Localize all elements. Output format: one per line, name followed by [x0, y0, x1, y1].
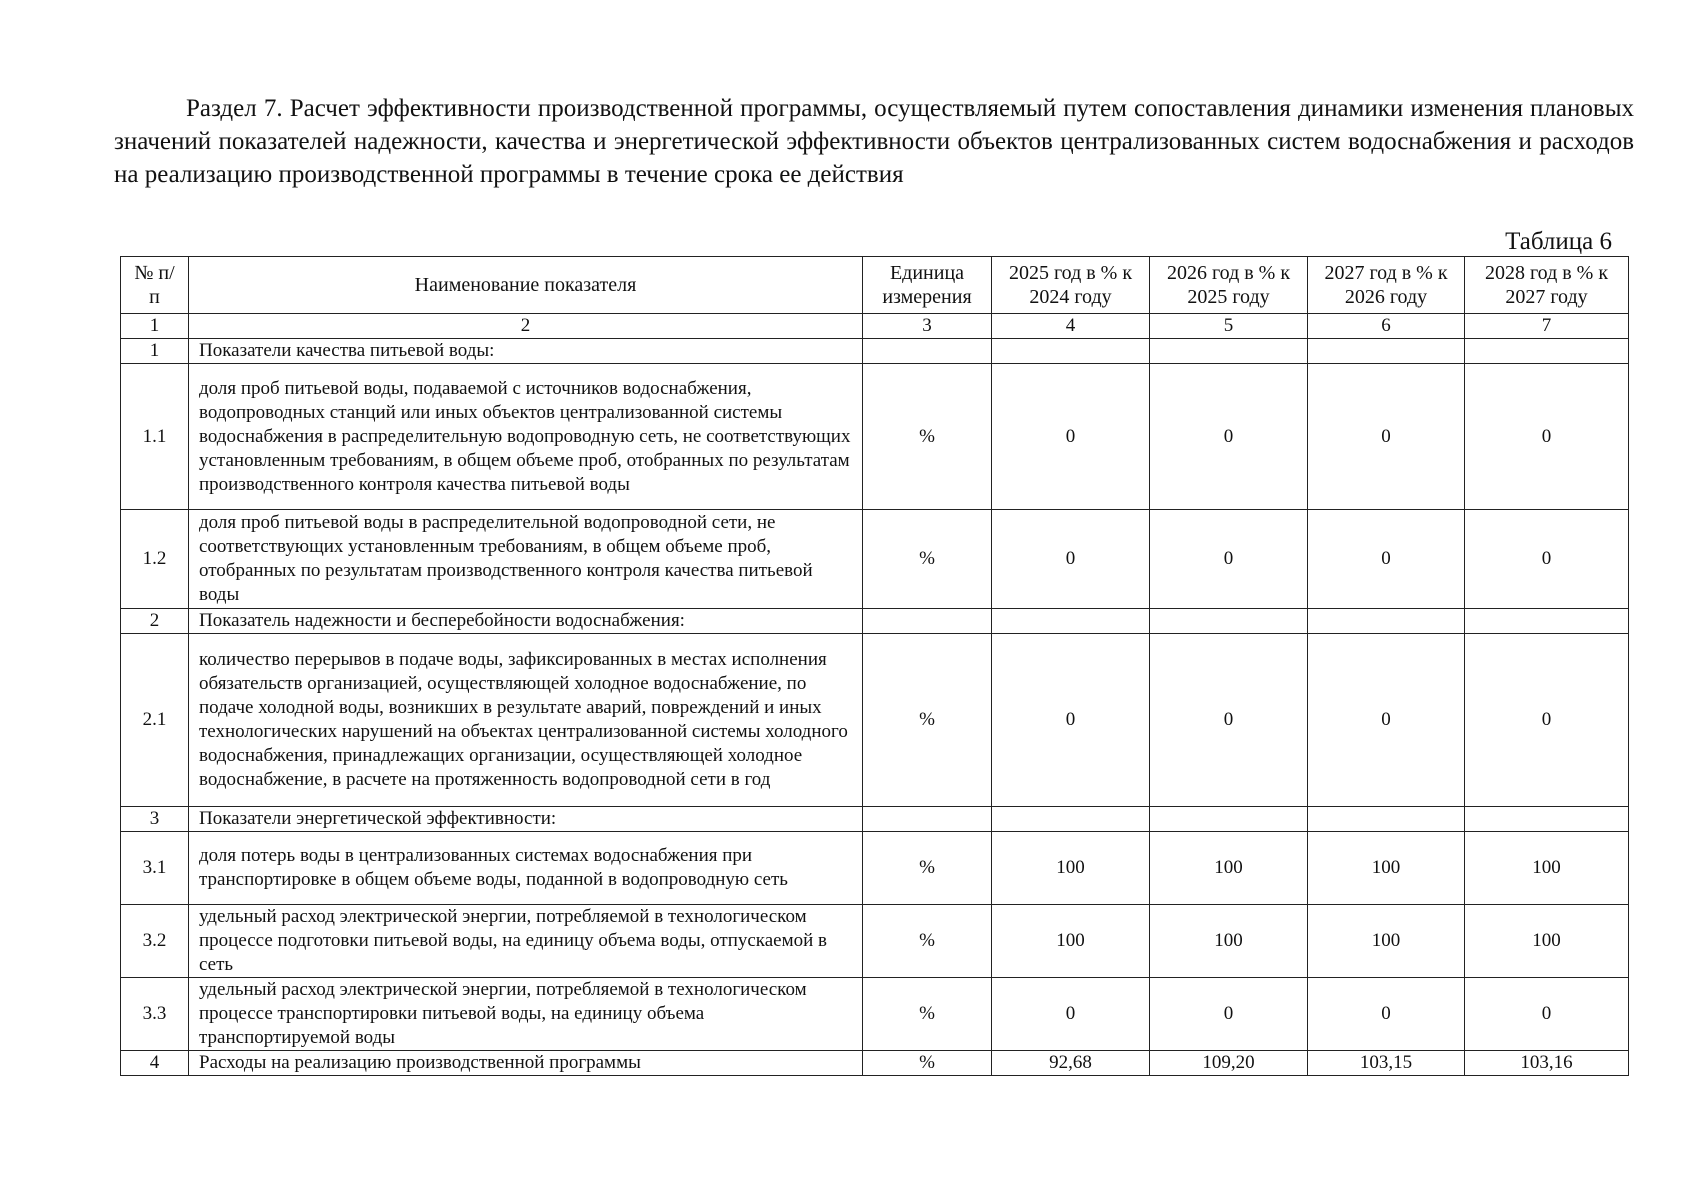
row-value-2027: 0: [1308, 978, 1465, 1051]
row-value-2027: 0: [1308, 364, 1465, 510]
row-name: доля потерь воды в централизованных системах водоснабжения при транспортировке в общем объеме воды, поданной в водопроводную сеть: [189, 832, 863, 905]
row-unit: %: [863, 364, 992, 510]
row-name: доля проб питьевой воды в распределительной водопроводной сети, не соответствующих установленным требованиям, в общем объеме проб, отобранных по результатам производственного контроля качества питьевой воды: [189, 510, 863, 609]
row-value-2025: 0: [992, 510, 1150, 609]
row-value-2026: 0: [1150, 510, 1308, 609]
column-number: 2: [189, 314, 863, 339]
row-value-2025: 0: [992, 978, 1150, 1051]
row-value-2026: 100: [1150, 832, 1308, 905]
row-value-2026: 109,20: [1150, 1051, 1308, 1076]
row-unit: [863, 609, 992, 634]
row-num: 3.1: [121, 832, 189, 905]
table-row: [121, 832, 1629, 905]
row-value-2025: [992, 807, 1150, 832]
row-value-2028: 0: [1465, 364, 1629, 510]
column-number: 7: [1465, 314, 1629, 339]
column-number: 6: [1308, 314, 1465, 339]
row-value-2026: [1150, 339, 1308, 364]
header-unit: Единица измерения: [863, 257, 992, 314]
row-value-2026: 100: [1150, 905, 1308, 978]
row-name: количество перерывов в подаче воды, зафиксированных в местах исполнения обязательств организацией, осуществляющей холодное водоснабжение, по подаче холодной воды, возникших в результате аварий, повреждений и иных технологических нарушений на объектах централизованной системы холодного водоснабжения, принадлежащих организации, осуществляющей холодное водоснабжение, в расчете на протяженность водопроводной сети в год: [189, 634, 863, 807]
row-unit: %: [863, 634, 992, 807]
row-unit: %: [863, 905, 992, 978]
row-value-2027: [1308, 609, 1465, 634]
header-2028: 2028 год в % к 2027 году: [1465, 257, 1629, 314]
table-row: [121, 510, 1629, 609]
header-2026: 2026 год в % к 2025 году: [1150, 257, 1308, 314]
row-value-2028: 0: [1465, 978, 1629, 1051]
row-name: Показатели энергетической эффективности:: [189, 807, 863, 832]
row-num: 3.2: [121, 905, 189, 978]
row-value-2025: 100: [992, 905, 1150, 978]
row-value-2028: [1465, 807, 1629, 832]
row-value-2027: 0: [1308, 510, 1465, 609]
header-2027: 2027 год в % к 2026 году: [1308, 257, 1465, 314]
column-number: 1: [121, 314, 189, 339]
row-num: 1.2: [121, 510, 189, 609]
column-number-row: [121, 314, 1629, 339]
row-value-2025: 100: [992, 832, 1150, 905]
row-num: 1: [121, 339, 189, 364]
row-value-2026: 0: [1150, 634, 1308, 807]
row-name: удельный расход электрической энергии, потребляемой в технологическом процессе подготовки питьевой воды, на единицу объема воды, отпускаемой в сеть: [189, 905, 863, 978]
row-num: 2.1: [121, 634, 189, 807]
row-value-2027: 100: [1308, 832, 1465, 905]
table-row: [121, 609, 1629, 634]
section-title: Раздел 7. Расчет эффективности производственной программы, осуществляемый путем сопоставления динамики изменения плановых значений показателей надежности, качества и энергетической эффективности объектов централизованных систем водоснабжения и расходов на реализацию производственной программы в течение срока ее действия: [114, 95, 1634, 188]
row-unit: %: [863, 978, 992, 1051]
table-row: [121, 905, 1629, 978]
row-value-2025: 0: [992, 634, 1150, 807]
row-num: 3: [121, 807, 189, 832]
header-name: Наименование показателя: [189, 257, 863, 314]
column-number: 5: [1150, 314, 1308, 339]
column-number: 3: [863, 314, 992, 339]
row-value-2025: 0: [992, 364, 1150, 510]
row-unit: %: [863, 832, 992, 905]
row-name: Показатели качества питьевой воды:: [189, 339, 863, 364]
row-value-2027: [1308, 807, 1465, 832]
row-unit: [863, 807, 992, 832]
header-row: [121, 257, 1629, 314]
row-num: 3.3: [121, 978, 189, 1051]
column-number: 4: [992, 314, 1150, 339]
row-num: 2: [121, 609, 189, 634]
row-value-2028: 0: [1465, 510, 1629, 609]
header-2025: 2025 год в % к 2024 году: [992, 257, 1150, 314]
table-row: [121, 339, 1629, 364]
row-value-2028: 100: [1465, 832, 1629, 905]
row-value-2027: [1308, 339, 1465, 364]
row-value-2027: 0: [1308, 634, 1465, 807]
row-value-2028: 103,16: [1465, 1051, 1629, 1076]
row-num: 1.1: [121, 364, 189, 510]
table-row: [121, 807, 1629, 832]
row-value-2026: [1150, 609, 1308, 634]
table-row: [121, 364, 1629, 510]
table-row: [121, 634, 1629, 807]
row-unit: %: [863, 1051, 992, 1076]
row-unit: [863, 339, 992, 364]
table-caption: Таблица 6: [1505, 228, 1612, 255]
row-value-2025: [992, 339, 1150, 364]
row-name: удельный расход электрической энергии, потребляемой в технологическом процессе транспортировки питьевой воды, на единицу объема транспортируемой воды: [189, 978, 863, 1051]
efficiency-table: [120, 256, 1629, 1076]
row-num: 4: [121, 1051, 189, 1076]
header-num: № п/п: [121, 257, 189, 314]
row-value-2027: 100: [1308, 905, 1465, 978]
row-value-2025: 92,68: [992, 1051, 1150, 1076]
row-unit: %: [863, 510, 992, 609]
row-value-2027: 103,15: [1308, 1051, 1465, 1076]
row-name: Расходы на реализацию производственной программы: [189, 1051, 863, 1076]
row-value-2028: 100: [1465, 905, 1629, 978]
row-value-2028: [1465, 609, 1629, 634]
row-value-2026: 0: [1150, 364, 1308, 510]
table-row: [121, 978, 1629, 1051]
row-value-2028: 0: [1465, 634, 1629, 807]
row-value-2028: [1465, 339, 1629, 364]
row-name: Показатель надежности и бесперебойности водоснабжения:: [189, 609, 863, 634]
row-value-2025: [992, 609, 1150, 634]
table-row: [121, 1051, 1629, 1076]
row-value-2026: [1150, 807, 1308, 832]
row-name: доля проб питьевой воды, подаваемой с источников водоснабжения, водопроводных станций или иных объектов централизованной системы водоснабжения в распределительную водопроводную сеть, не соответствующих установленным требованиям, в общем объеме проб, отобранных по результатам производственного контроля качества питьевой воды: [189, 364, 863, 510]
row-value-2026: 0: [1150, 978, 1308, 1051]
